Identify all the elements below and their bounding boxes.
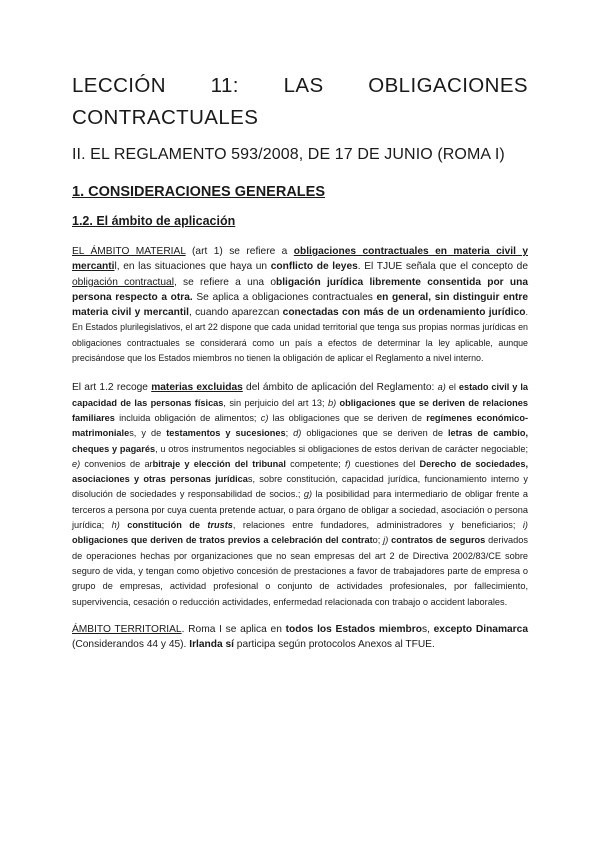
text-span: la posibilidad para intermediario de obligar frente a terceros a persona por cuya cuenta pretende actuar, o para órgano de obligar a sociedad, asociación o persona jurídica; — [72, 489, 528, 531]
text-span: convenios de ar — [80, 458, 153, 469]
paragraph-excluded-matters — [72, 380, 528, 609]
text-span: obligaciones que se deriven de relaciones familiares — [72, 397, 528, 423]
text-span: Derecho de sociedades, asociaciones y otras personas jurídica — [72, 458, 529, 485]
text-span: . Roma I se aplica en — [181, 623, 286, 635]
text-span: constitución de — [127, 520, 208, 531]
text-span: d) — [293, 428, 302, 439]
text-span: a) — [437, 382, 446, 393]
text-span: s, sobre constitución, capacidad jurídica, funcionamiento interno y disolución de sociedades y responsabilidad de socios.; — [72, 474, 528, 500]
text-span: en general, sin distinguir entre materia civil y mercantil — [72, 291, 528, 319]
text-span: conectadas con más de un ordenamiento jurídico — [282, 307, 526, 319]
text-span: , se refiere a una o — [173, 276, 276, 288]
paragraph-territorial-scope — [72, 622, 528, 653]
lesson-title: LECCIÓN 11: LAS OBLIGACIONES CONTRACTUALES — [72, 74, 528, 129]
text-span: b) — [327, 397, 337, 408]
text-span: EL ÁMBITO MATERIAL — [72, 246, 186, 257]
text-span: bitraje y elección del tribunal — [152, 458, 286, 469]
text-span: j) — [383, 535, 389, 546]
text-span: , relaciones entre fundadores, administradores y beneficiarios; — [232, 520, 523, 531]
text-span: trusts — [207, 520, 233, 531]
text-span: obligaciones contractuales en materia civil y mercanti — [72, 246, 528, 273]
text-span: e) — [72, 458, 81, 469]
paragraph-material-scope — [72, 244, 528, 366]
text-span: l, en las situaciones que haya un — [114, 261, 271, 273]
text-span: excepto Dinamarca — [433, 623, 528, 635]
text-span: participa según protocolos Anexos al TFUE. — [233, 639, 435, 651]
text-span: todos los Estados miembro — [285, 623, 422, 635]
text-span: g) — [303, 489, 313, 500]
text-span: (art 1) se refiere a — [185, 246, 294, 257]
text-span: Se aplica a obligaciones contractuales — [192, 291, 377, 303]
text-span: s, — [421, 623, 434, 635]
text-span: s, y de — [129, 428, 167, 439]
text-span: ; — [285, 428, 294, 439]
text-span: del ámbito de aplicación del Reglamento: — [242, 382, 438, 394]
text-span: cuestiones del — [350, 458, 420, 469]
text-span: testamentos y sucesiones — [166, 428, 286, 439]
text-span: (Considerandos 44 y 45). — [72, 639, 190, 651]
text-span: materias excluidas — [151, 382, 243, 394]
text-span: letras de cambio, cheques y pagarés — [72, 428, 528, 454]
section-heading: 1. CONSIDERACIONES GENERALES — [72, 184, 325, 200]
text-span: obligaciones que se deriven de — [301, 428, 448, 439]
text-span: , sin perjuicio del art 13; — [223, 397, 328, 408]
text-span: ÁMBITO TERRITORIAL — [72, 623, 182, 635]
text-span: El art 1.2 recoge — [72, 382, 152, 394]
text-span: regímenes económico-matrimoniale — [72, 412, 529, 439]
text-span: obligaciones que deriven de tratos previos a celebración del contrat — [72, 535, 373, 546]
text-span: obligación contractual — [72, 276, 174, 288]
text-span: c) — [260, 412, 269, 423]
lesson-subtitle: II. EL REGLAMENTO 593/2008, DE 17 DE JUNIO (ROMA I) — [72, 146, 505, 163]
text-span: . El TJUE señala que el concepto de — [357, 261, 528, 273]
text-span: i) — [522, 520, 528, 531]
subsection-heading: 1.2. El ámbito de aplicación — [72, 214, 236, 228]
text-span: las obligaciones que se deriven de — [268, 412, 427, 423]
text-span: conflicto de leyes — [270, 261, 358, 273]
text-span: o; — [372, 535, 384, 546]
text-span: el — [445, 382, 459, 393]
text-span: Irlanda sí — [189, 639, 234, 651]
text-span: derivados de operaciones hechas por organizaciones que no sean empresas del art 2 de Directiva 2002/83/CE sobre seguro de vida, y tengan como objetivo concesión de prestaciones a favor de trabajadores parte de empresa o grupo de empresas, actividad profesional o conjunto de actividades profesionales, por fallecimiento, supervivencia, cesación o reducción actividades, enfermedad relacionada con trabajo o accident laborales. — [72, 535, 528, 607]
text-span: h) — [111, 520, 120, 531]
text-span: contratos de seguros — [391, 535, 486, 546]
text-span: , u otros instrumentos negociables si obligaciones de estos derivan de carácter negociable; — [155, 443, 529, 454]
text-span: estado civil y la capacidad de las personas físicas — [72, 382, 528, 408]
text-span: , cuando aparezcan — [188, 307, 283, 319]
text-span: competente; — [285, 458, 345, 469]
text-span: bligación jurídica libremente consentida por una persona respecto a otra. — [72, 276, 529, 303]
text-span: incluida obligación de alimentos; — [114, 412, 261, 423]
text-span: . En Estados plurilegislativos, el art 22 dispone que cada unidad territorial que tenga sus propias normas jurídicas en obligaciones contractuales se considerará como un país a efectos de determinar la ley aplicable, aunque precisándose que los Estados miembros no tienen la obligación de aplicar el Reglamento a nivel interno. — [72, 307, 528, 364]
text-span: f) — [344, 458, 351, 469]
